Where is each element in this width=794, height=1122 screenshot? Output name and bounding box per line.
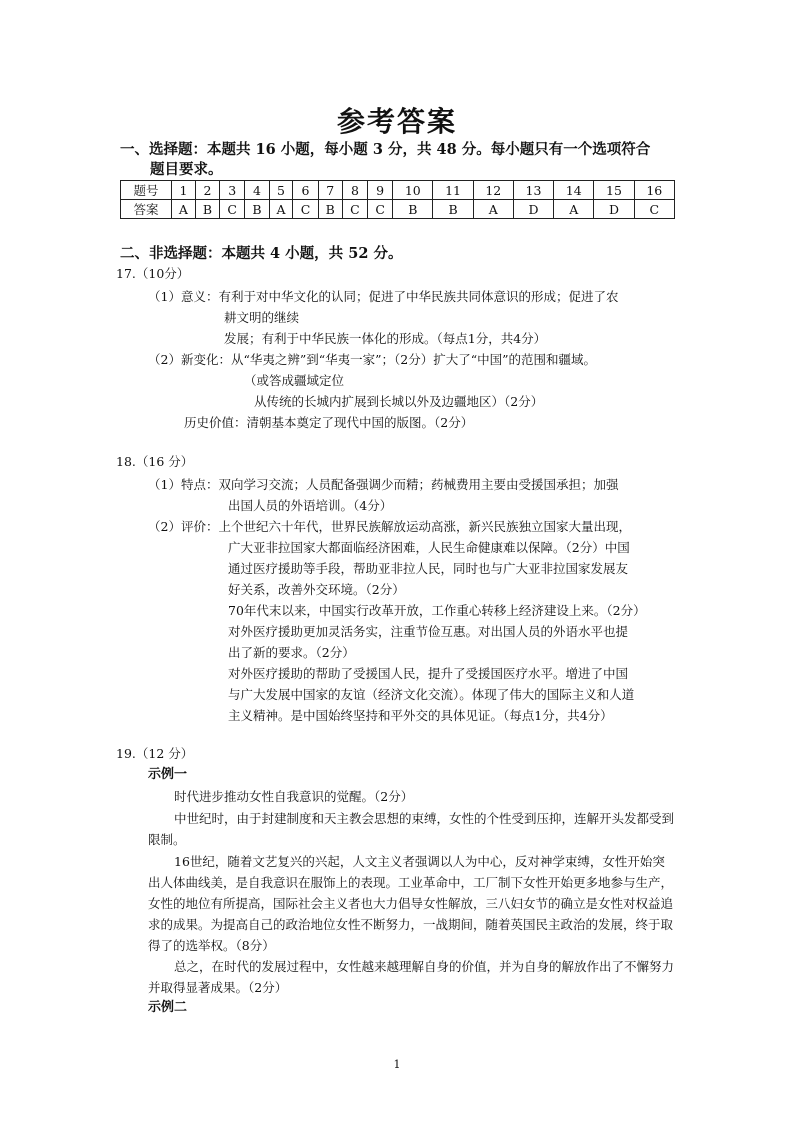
answer-cell: B <box>393 200 433 219</box>
answer-cell: C <box>342 200 367 219</box>
q19-paragraph: 中世纪时，由于封建制度和天主教会思想的束缚，女性的个性受到压抑，连解开头发都受到限制。 <box>148 811 675 847</box>
question-number-cell: 9 <box>368 181 393 200</box>
q18-line: 出了新的要求。（2分） <box>228 645 355 660</box>
question-number-cell: 16 <box>634 181 674 200</box>
answer-cell: B <box>433 200 473 219</box>
question-number-cell: 10 <box>393 181 433 200</box>
q19-paragraph: 总之，在时代的发展过程中，女性越来越理解自身的价值，并为自身的解放作出了不懈努力并取得显著成果。（2分） <box>148 959 675 995</box>
answer-cell: A <box>473 200 513 219</box>
q18-line: 广大亚非拉国家大都面临经济困难，人民生命健康难以保障。（2分）中国 <box>228 540 630 555</box>
q17-line: 从传统的长城内扩展到长城以外及边疆地区）（2分） <box>254 394 544 409</box>
question-number-cell: 13 <box>513 181 553 200</box>
answer-cell: A <box>172 200 196 219</box>
q19-number: 19.（12 分） <box>116 746 194 761</box>
section1-heading-cont: 题目要求。 <box>150 161 223 178</box>
q18-line: 主义精神。是中国始终坚持和平外交的具体见证。（每点1分，共4分） <box>228 708 613 723</box>
answer-cell: B <box>245 200 269 219</box>
question-number-cell: 5 <box>269 181 293 200</box>
row-label-question: 题号 <box>121 181 172 200</box>
q18-line: 对外医疗援助的帮助了受援国人民，提升了受援国医疗水平。增进了中国 <box>228 666 629 681</box>
q17-line: （或答成疆域定位 <box>244 373 345 388</box>
answer-cell: A <box>269 200 293 219</box>
page-title: 参考答案 <box>336 105 457 138</box>
q18-line: 对外医疗援助更加灵活务实，注重节俭互惠。对出国人员的外语水平也提 <box>228 624 629 639</box>
row-label-answer: 答案 <box>121 200 172 219</box>
q17-line: （2）新变化：从“华夷之辨”到“华夷一家”；（2分）扩大了“中国”的范围和疆域。 <box>148 352 596 367</box>
q17-line: 发展；有利于中华民族一体化的形成。（每点1分，共4分） <box>224 331 547 346</box>
answer-cell: B <box>318 200 342 219</box>
question-number-cell: 12 <box>473 181 513 200</box>
question-number-cell: 14 <box>554 181 594 200</box>
question-number-cell: 8 <box>342 181 367 200</box>
q19-paragraph: 时代进步推动女性自我意识的觉醒。（2分） <box>174 789 414 804</box>
q17-number: 17.（10分） <box>116 266 190 281</box>
section2-heading: 二、非选择题：本题共 4 小题，共 52 分。 <box>120 245 403 262</box>
question-number-cell: 15 <box>594 181 634 200</box>
answer-cell: D <box>513 200 553 219</box>
question-number-cell: 7 <box>318 181 342 200</box>
section1-heading-text: 一、选择题：本题共 16 小题，每小题 3 分，共 48 分。每小题只有一个选项符合 <box>120 141 651 158</box>
q18-line: 好关系，改善外交环境。（2分） <box>228 582 405 597</box>
answer-cell: C <box>293 200 318 219</box>
page-number: 1 <box>393 1058 401 1071</box>
q17-line: 历史价值：清朝基本奠定了现代中国的版图。（2分） <box>184 415 474 430</box>
q18-line: 70年代末以来，中国实行改革开放，工作重心转移上经济建设上来。（2分） <box>228 603 646 618</box>
question-number-cell: 11 <box>433 181 473 200</box>
question-number-cell: 2 <box>195 181 219 200</box>
answer-cell: A <box>554 200 594 219</box>
answer-table <box>120 180 675 219</box>
answer-cell: B <box>195 200 219 219</box>
question-number-cell: 6 <box>293 181 318 200</box>
example-two-label: 示例二 <box>148 1000 188 1015</box>
answer-cell: C <box>634 200 674 219</box>
answer-cell: D <box>594 200 634 219</box>
q18-line: 出国人员的外语培训。（4分） <box>228 498 393 513</box>
question-number-cell: 3 <box>220 181 245 200</box>
q17-line: 耕文明的继续 <box>224 310 300 325</box>
q18-line: 通过医疗援助等手段，帮助亚非拉人民，同时也与广大亚非拉国家发展友 <box>228 561 629 576</box>
answer-row <box>121 200 675 219</box>
q18-line: （1）特点：双向学习交流；人员配备强调少而精；药械费用主要由受援国承担；加强 <box>148 477 619 492</box>
q19-paragraph: 16世纪，随着文艺复兴的兴起，人文主义者强调以人为中心，反对神学束缚，女性开始突出人体曲线美，是自我意识在服饰上的表现。工业革命中，工厂制下女性开始更多地参与生产，女性的地位有所提高，国际社会主义者也大力倡导女性解放，三八妇女节的确立是女性对权益追求的成果。为提高自己的政治地位女性不断努力，一战期间，随着英国民主政治的发展，终于取得了的选举权。（8分） <box>148 854 674 953</box>
q17-line: （1）意义：有利于对中华文化的认同；促进了中华民族共同体意识的形成；促进了农 <box>148 289 619 304</box>
question-number-cell: 4 <box>245 181 269 200</box>
section1-heading <box>120 140 650 180</box>
q18-number: 18.（16 分） <box>116 454 194 469</box>
example-one-label: 示例一 <box>148 767 188 782</box>
q18-line: 与广大发展中国家的友谊（经济文化交流）。体现了伟大的国际主义和人道 <box>228 687 635 702</box>
question-number-row <box>121 181 675 200</box>
q18-line: （2）评价：上个世纪六十年代，世界民族解放运动高涨，新兴民族独立国家大量出现， <box>148 519 631 534</box>
answer-cell: C <box>368 200 393 219</box>
answer-cell: C <box>220 200 245 219</box>
question-number-cell: 1 <box>172 181 196 200</box>
